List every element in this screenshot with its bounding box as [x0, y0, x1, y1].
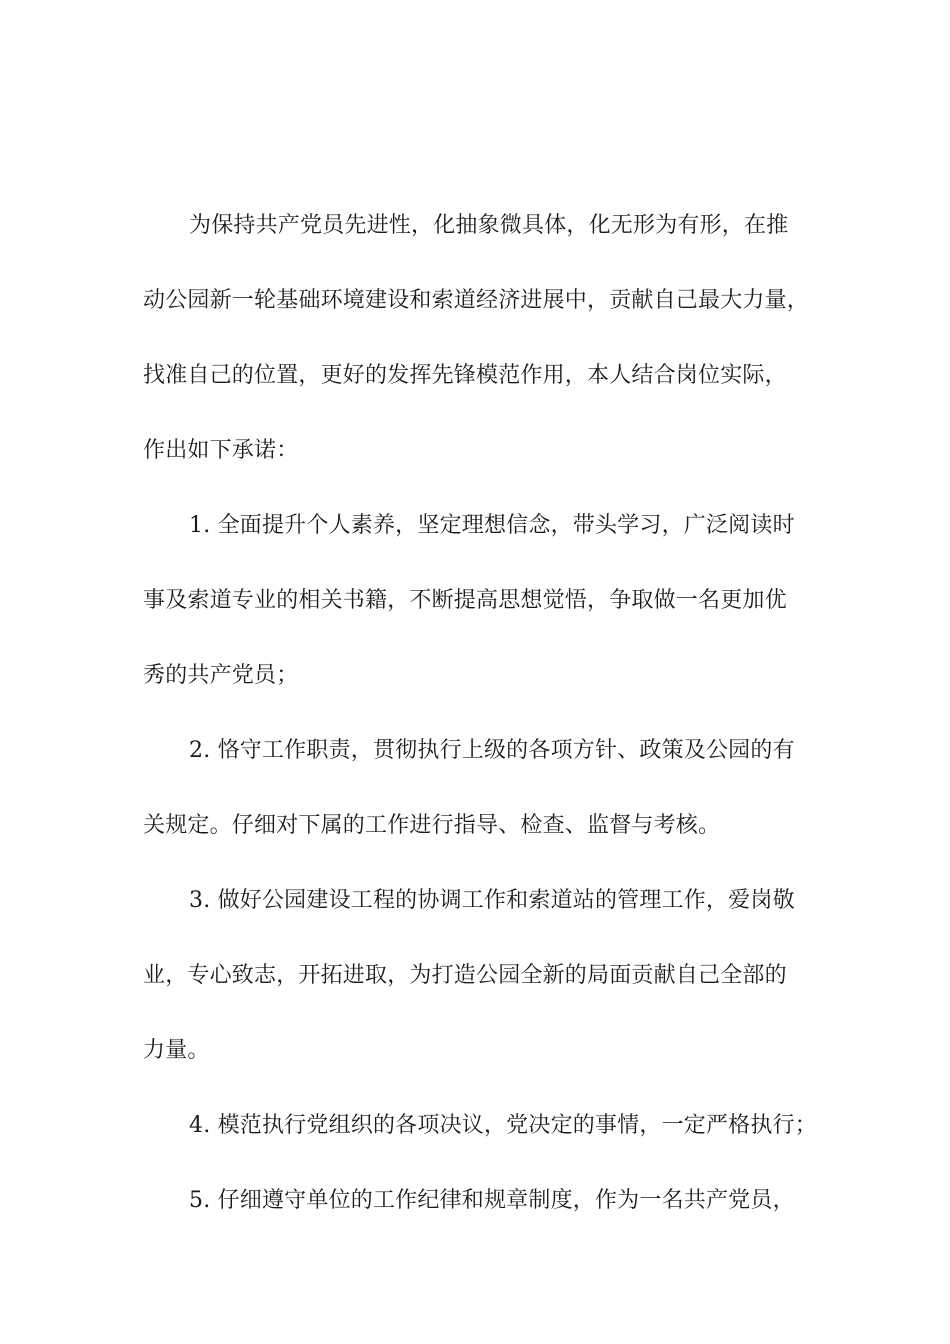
intro-line-3: 找准自己的位置，更好的发挥先锋模范作用，本人结合岗位实际， [143, 363, 787, 388]
item-2-line-2: 关规定。仔细对下属的工作进行指导、检查、监督与考核。 [143, 813, 721, 838]
item-1-line-1: 1. 全面提升个人素养，坚定理想信念，带头学习，广泛阅读时 [189, 513, 795, 538]
intro-line-4: 作出如下承诺： [143, 438, 299, 463]
item-3-line-2: 业，专心致志，开拓进取，为打造公园全新的局面贡献自己全部的 [143, 963, 787, 988]
item-5-line-1: 5. 仔细遵守单位的工作纪律和规章制度，作为一名共产党员， [189, 1188, 795, 1213]
intro-line-1: 为保持共产党员先进性，化抽象微具体，化无形为有形，在推 [189, 213, 789, 238]
item-1-line-3: 秀的共产党员； [143, 663, 299, 688]
item-1-line-2: 事及索道专业的相关书籍，不断提高思想觉悟，争取做一名更加优 [143, 588, 787, 613]
intro-line-2: 动公园新一轮基础环境建设和索道经济进展中，贡献自己最大力量， [143, 288, 810, 313]
item-2-line-1: 2. 恪守工作职责，贯彻执行上级的各项方针、政策及公园的有 [189, 738, 795, 763]
item-4-line-1: 4. 模范执行党组织的各项决议，党决定的事情，一定严格执行； [189, 1113, 817, 1138]
item-3-line-1: 3. 做好公园建设工程的协调工作和索道站的管理工作，爱岗敬 [189, 888, 795, 913]
item-3-line-3: 力量。 [143, 1038, 210, 1063]
